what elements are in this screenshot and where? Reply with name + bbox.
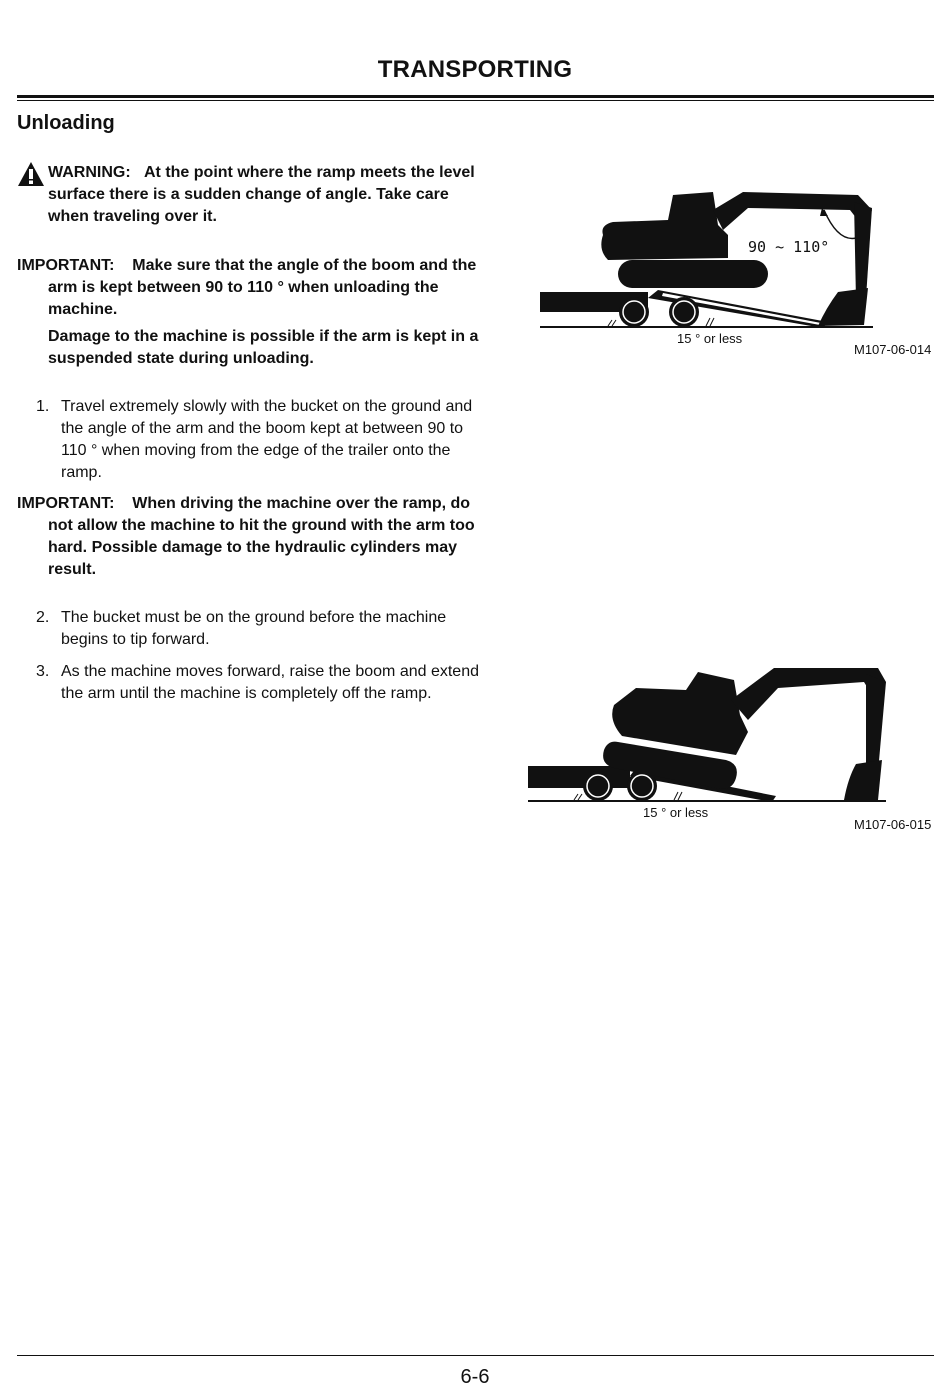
- page-title: TRANSPORTING: [377, 56, 573, 83]
- steps-list-b: [36, 607, 491, 705]
- footer-rule: [17, 1355, 934, 1356]
- important-note-2: [17, 493, 487, 581]
- figure-id: M107-06-015: [854, 817, 932, 832]
- excavator-unloading-figure-1: [538, 180, 878, 335]
- angle-label: 90 ~ 110°: [748, 238, 830, 256]
- list-item: [36, 661, 491, 705]
- header-rule: [17, 95, 934, 98]
- warning-label: WARNING:: [48, 164, 131, 181]
- page-number: 6-6: [460, 1366, 490, 1388]
- figure-id: M107-06-014: [854, 342, 932, 357]
- warning-block: [17, 162, 487, 228]
- important-label: IMPORTANT:: [17, 495, 115, 512]
- section-title: Unloading: [17, 112, 115, 134]
- important-text-2: Damage to the machine is possible if the arm is kept in a suspended state during unloading.: [48, 328, 479, 367]
- important-note-1: [17, 255, 492, 370]
- header-rule-thin: [17, 100, 934, 101]
- important-label: IMPORTANT:: [17, 257, 115, 274]
- step-text: As the machine moves forward, raise the boom and extend the arm until the machine is completely off the ramp.: [61, 663, 479, 702]
- excavator-unloading-figure-2: [526, 660, 888, 810]
- step-text: The bucket must be on the ground before the machine begins to tip forward.: [61, 609, 447, 648]
- warning-triangle-icon: [17, 161, 45, 187]
- figure-caption: 15 ° or less: [643, 805, 709, 820]
- steps-list-a: [36, 396, 491, 484]
- list-item: [36, 396, 491, 484]
- figure-caption: 15 ° or less: [677, 331, 743, 346]
- step-number: 3.: [36, 663, 50, 680]
- step-number: 1.: [36, 398, 50, 415]
- warning-text: At the point where the ramp meets the level surface there is a sudden change of angle. Take care when traveling over it.: [48, 164, 475, 225]
- list-item: [36, 607, 491, 651]
- important-text: Make sure that the angle of the boom and the arm is kept between 90 to 110 ° when unloading the machine.: [48, 257, 477, 318]
- important-text: When driving the machine over the ramp, do not allow the machine to hit the ground with the arm too hard. Possible damage to the hydraulic cylinders may result.: [48, 495, 475, 578]
- step-number: 2.: [36, 609, 50, 626]
- step-text: Travel extremely slowly with the bucket on the ground and the angle of the arm and the boom kept at between 90 to 110 ° when moving from the edge of the trailer onto the ramp.: [61, 398, 473, 481]
